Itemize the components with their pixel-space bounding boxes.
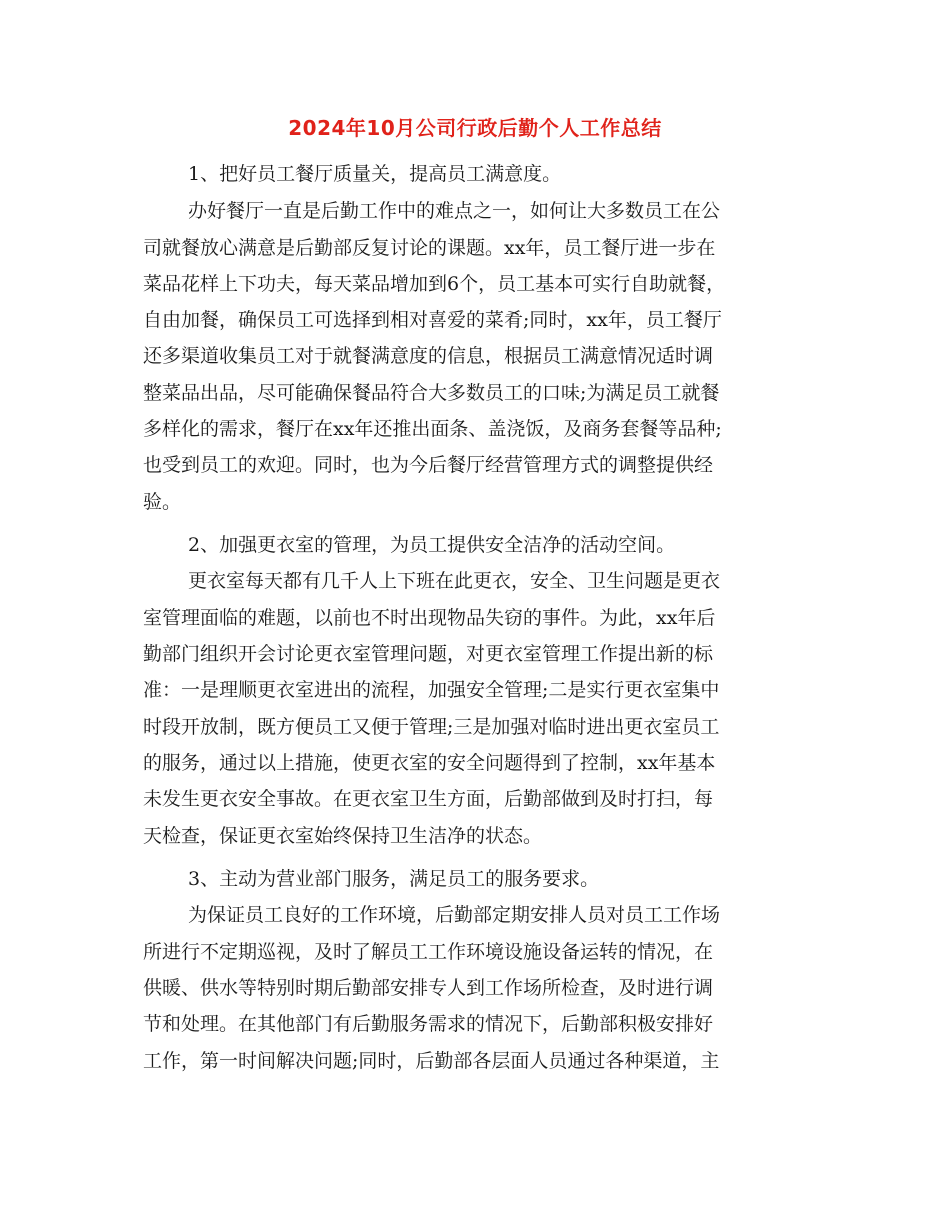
paragraph-line: 工作，第一时间解决问题;同时，后勤部各层面人员通过各种渠道，主 (143, 1050, 720, 1072)
paragraph-line: 为保证员工良好的工作环境，后勤部定期安排人员对员工工作场 (188, 904, 721, 926)
paragraph-line: 时段开放制，既方便员工又便于管理;三是加强对临时进出更衣室员工 (143, 716, 720, 738)
paragraph-line: 自由加餐，确保员工可选择到相对喜爱的菜肴;同时，xx年，员工餐厅 (143, 309, 722, 331)
paragraph-line: 也受到员工的欢迎。同时，也为今后餐厅经营管理方式的调整提供经 (143, 454, 714, 476)
paragraph-line: 更衣室每天都有几千人上下班在此更衣，安全、卫生问题是更衣 (188, 570, 721, 592)
paragraph-line: 供暖、供水等特别时期后勤部安排专人到工作场所检查，及时进行调 (143, 977, 714, 999)
paragraph-line: 司就餐放心满意是后勤部反复讨论的课题。xx年，员工餐厅进一步在 (143, 237, 716, 259)
paragraph-line: 多样化的需求，餐厅在xx年还推出面条、盖浇饭，及商务套餐等品种; (143, 418, 722, 440)
section-heading: 3、主动为营业部门服务，满足员工的服务要求。 (188, 868, 600, 890)
paragraph-line: 勤部门组织开会讨论更衣室管理问题，对更衣室管理工作提出新的标 (143, 643, 714, 665)
section-heading: 2、加强更衣室的管理，为员工提供安全洁净的活动空间。 (188, 534, 676, 556)
paragraph-line: 准：一是理顺更衣室进出的流程，加强安全管理;二是实行更衣室集中 (143, 679, 720, 701)
paragraph-line: 办好餐厅一直是后勤工作中的难点之一，如何让大多数员工在公 (188, 200, 721, 222)
paragraph-line: 天检查，保证更衣室始终保持卫生洁净的状态。 (143, 825, 543, 847)
paragraph-line: 节和处理。在其他部门有后勤服务需求的情况下，后勤部积极安排好 (143, 1013, 714, 1035)
paragraph-line: 整菜品出品，尽可能确保餐品符合大多数员工的口味;为满足员工就餐 (143, 382, 720, 404)
document-title: 2024年10月公司行政后勤个人工作总结 (288, 116, 662, 140)
paragraph-line: 验。 (143, 491, 182, 513)
section-heading: 1、把好员工餐厅质量关，提高员工满意度。 (188, 163, 562, 185)
paragraph-line: 菜品花样上下功夫，每天菜品增加到6个，员工基本可实行自助就餐， (143, 273, 726, 295)
paragraph-line: 未发生更衣安全事故。在更衣室卫生方面，后勤部做到及时打扫，每 (143, 788, 714, 810)
paragraph-line: 还多渠道收集员工对于就餐满意度的信息，根据员工满意情况适时调 (143, 345, 714, 367)
paragraph-line: 的服务，通过以上措施，使更衣室的安全问题得到了控制，xx年基本 (143, 752, 716, 774)
paragraph-line: 所进行不定期巡视，及时了解员工工作环境设施设备运转的情况，在 (143, 941, 714, 963)
paragraph-line: 室管理面临的难题，以前也不时出现物品失窃的事件。为此，xx年后 (143, 607, 716, 629)
